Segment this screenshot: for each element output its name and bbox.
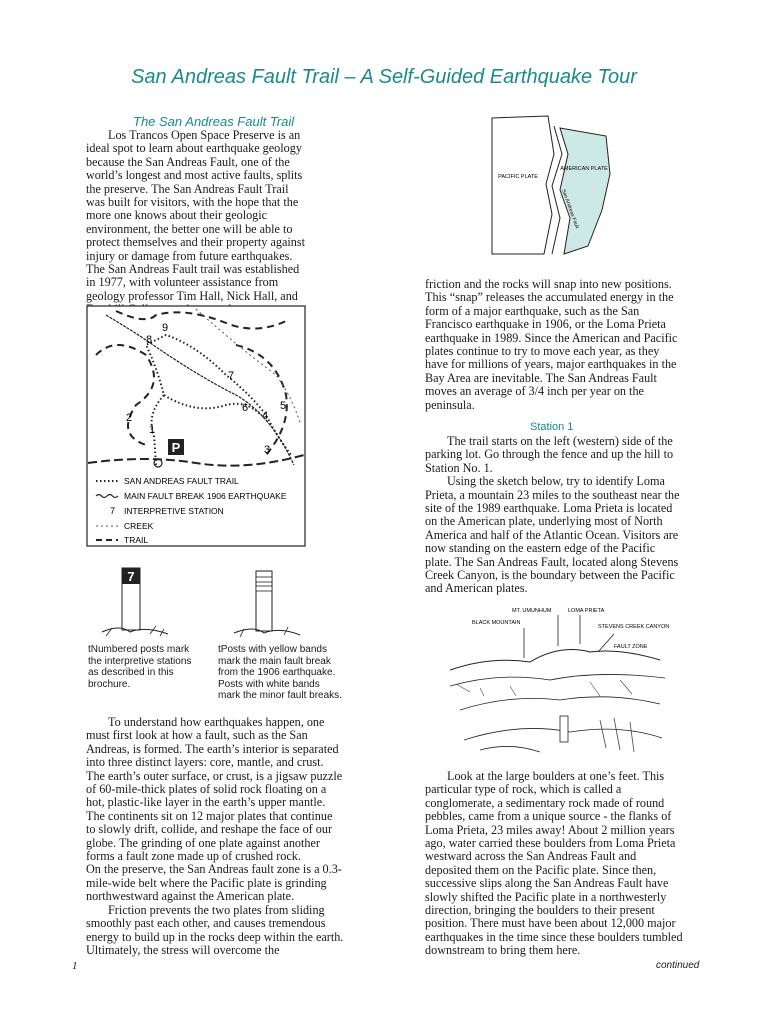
station-number: 9: [162, 322, 169, 334]
hill-line: [450, 674, 665, 686]
right-paragraph-1: [425, 278, 683, 412]
left-body: [86, 716, 344, 957]
legend-main-fault: MAIN FAULT BREAK 1906 EARTHQUAKE: [124, 491, 287, 501]
station-number: 2: [126, 412, 133, 424]
label-fault-zone: FAULT ZONE: [614, 644, 648, 650]
label-loma-prieta: LOMA PRIETA: [568, 608, 605, 614]
station-number: 5: [280, 400, 287, 412]
legend-station: INTERPRETIVE STATION: [124, 506, 224, 516]
pacific-plate-label: PACIFIC PLATE: [498, 174, 538, 180]
left-paragraph-3: Friction prevents the two plates from sliding smoothly past each other, and causes tremendous energy to build up in the rocks deep within the earth. Ultimately, the stress will overcome the: [86, 902, 344, 957]
intro-text: Los Trancos Open Space Preserve is an ideal spot to learn about earthquake geology because the San Andreas Fault, one of the world’s longest and most active faults, splits the preserve. The San Andreas Fault Trail was built for visitors, with the hope that the more one knows about their geologic environment, the better one will be able to protect themselves and their property against injury or damage from future earthquakes. The San Andreas Fault trail was established in 1977, with volunteer assistance from geology professor Tim Hall, Nick Hall, and: [86, 128, 305, 303]
label-stevens-creek: STEVENS CREEK CANYON: [598, 624, 670, 630]
boulder-body: [425, 770, 683, 958]
station-number: 7: [228, 370, 235, 382]
station-paragraph-1: The trail starts on the left (western) side of the parking lot. Go through the fence and up the hill to Station No. 1.: [425, 434, 674, 475]
station-paragraph-2: Using the sketch below, try to identify Loma Prieta, a mountain 23 miles to the southeast near the site of the 1989 earthquake. Loma Prieta is located on the American plate, underlying most of North America and half of the Atlantic Ocean. Visitors are now standing on the eastern edge of the Pacific plate. The San Andreas Fault, located along Stevens Creek Canyon, is the boundary between the Pacific and American plates.: [425, 474, 680, 596]
caption-band-posts: tPosts with yellow bands mark the main fault break from the 1906 earthquake. Posts with white bands mark the minor fault breaks.: [218, 644, 342, 702]
parking-label: P: [171, 440, 181, 455]
american-plate-label: AMERICAN PLATE: [560, 166, 608, 172]
right-paragraph-1-text: friction and the rocks will snap into new positions. This “snap” releases the accumulated energy in the form of a major earthquake, such as the San Francisco earthquake in 1906, or the Loma Prieta earthquake in 1989. Since the American and Pacific plates continue to try to move each year, as they have for millions of years, major earthquakes in the Bay Area are inevitable. The San Andreas Fault moves an average of 3/4 inch per year on the peninsula.: [425, 277, 678, 412]
legend-fault-trail: SAN ANDREAS FAULT TRAIL: [124, 476, 239, 486]
left-paragraph-2: On the preserve, the San Andreas fault zone is a 0.3-mile-wide belt where the Pacific plate is grinding northwestward against the American plate.: [86, 862, 342, 904]
section-heading: The San Andreas Fault Trail: [133, 114, 295, 129]
station-body: [425, 435, 683, 596]
left-paragraph-1: To understand how earthquakes happen, one must first look at how a fault, such as the San Andreas, is formed. The earth’s interior is separated into three distinct layers: core, mantle, and crust. The earth’s outer surface, or crust, is a jigsaw puzzle of 60-mile-thick plates of solid rock floating on a hot, plastic-like layer in the earth’s upper mantle. The continents sit on 12 major plates that continue to slowly drift, collide, and reshape the face of our globe. The grinding of one plate against another forms a fault zone made up of crushed rock.: [86, 715, 343, 864]
station-number: 8: [146, 334, 153, 346]
valley-line: [460, 697, 660, 710]
legend-creek: CREEK: [124, 521, 154, 531]
banded-post-illustration: [232, 565, 302, 643]
fault-label: San Andreas Fault: [560, 188, 580, 230]
caption-numbered-posts: tNumbered posts mark the interpretive stations as described in this brochure.: [88, 644, 192, 690]
ridge-line: [450, 650, 660, 670]
page-title: San Andreas Fault Trail – A Self-Guided Earthquake Tour: [131, 66, 637, 88]
landscape-sketch: [450, 600, 670, 760]
intro-paragraph: [86, 129, 308, 317]
label-black-mountain: BLACK MOUNTAIN: [472, 620, 521, 626]
label-mt-umunhum: MT. UMUNHUM: [512, 608, 552, 614]
station-heading: Station 1: [530, 421, 574, 433]
station-number: 6: [242, 402, 249, 414]
boulder-paragraph: Look at the large boulders at one’s feet. This particular type of rock, which is called a conglomerate, a sedimentary rock made of round pebbles, came from a unique source - the flanks of Loma Prieta, 23 miles away! About 2 million years ago, water carried these boulders from Loma Prieta westward across the San Andreas Fault and deposited them on the Pacific plate. Since then, successive slips along the San Andreas Fault have slowly shifted the Pacific plate in a northwesterly direction, bringing the boulders to their present position. There must have been about 12,000 major earthquakes in the time since these boulders tumbled downstream to bring them here.: [425, 769, 683, 958]
post-number-label: 7: [127, 569, 135, 584]
station-number: 1: [149, 424, 156, 436]
legend-station-symbol: 7: [110, 506, 116, 516]
pacific-plate-shape: [492, 116, 554, 254]
station-number: 3: [264, 444, 271, 456]
legend-trail: TRAIL: [124, 535, 149, 545]
continued-label: continued: [656, 960, 700, 971]
page-number: 1: [72, 960, 78, 972]
trail-map: [86, 305, 306, 547]
plate-map: [488, 114, 618, 256]
numbered-post-illustration: [100, 562, 170, 642]
station-number: 4: [262, 410, 269, 422]
